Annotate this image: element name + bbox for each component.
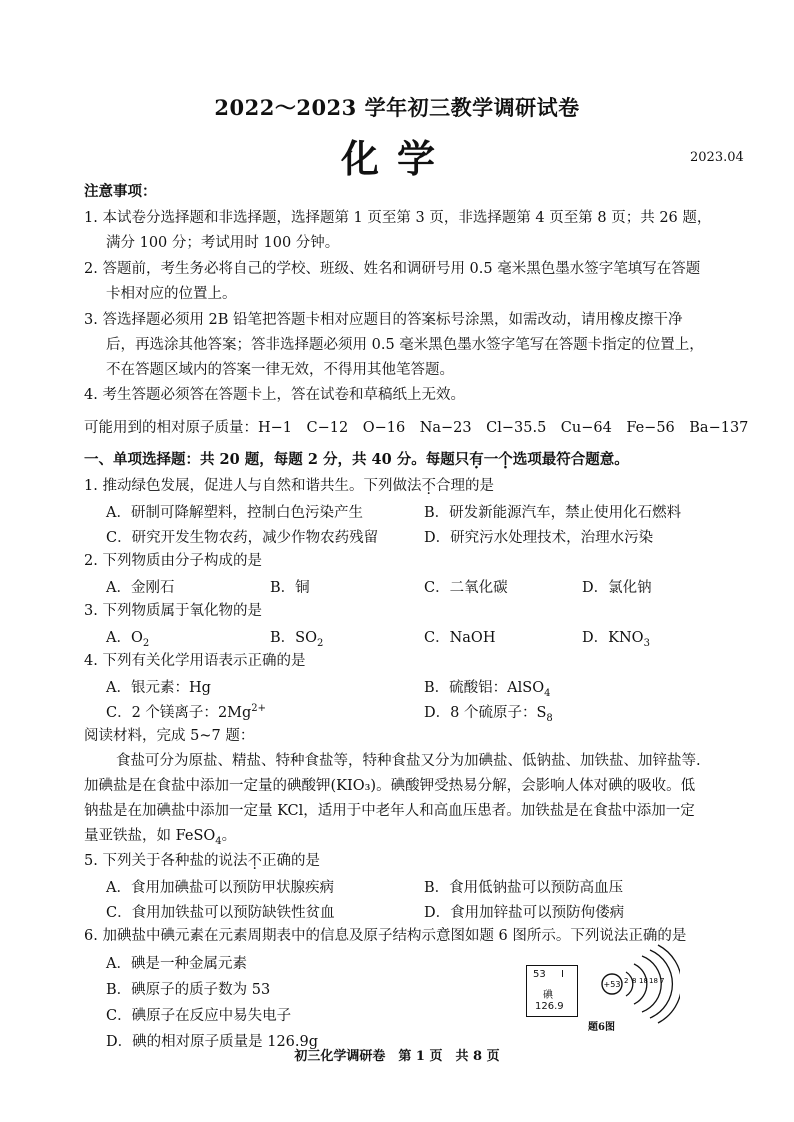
q2-option-a: A．金刚石 <box>106 580 175 596</box>
q1-option-d: D．研究污水处理技术，治理水污染 <box>424 530 654 546</box>
q6-option-b: B．碘原子的质子数为 53 <box>106 982 271 998</box>
q1-option-b: B．研发新能源汽车，禁止使用化石燃料 <box>424 505 682 521</box>
note-3-line-2: 后，再选涂其他答案；答非选择题必须用 0.5 毫米黑色墨水签字笔写在答题卡指定的位置上， <box>106 337 704 353</box>
note-1-line-1: 1. 本试卷分选择题和非选择题，选择题第 1 页至第 3 页，非选择题第 4 页至第 8 页；共 26 题， <box>84 210 712 226</box>
q2-option-c: C．二氧化碳 <box>424 580 508 596</box>
question-1: 1. 推动绿色发展，促进人与自然和谐共生。下列做法不合理的是 <box>84 478 494 494</box>
q2-option-b: B．铜 <box>270 580 310 596</box>
question-4: 4. 下列有关化学用语表示正确的是 <box>84 653 306 669</box>
cell-atomic-number: 53 <box>533 969 546 980</box>
q3-option-a: A．$O_2$ <box>106 630 150 649</box>
note-3-line-1: 3. 答选择题必须用 2B 铅笔把答题卡相对应题目的答案标号涂黑，如需改动，请用橡皮擦干净 <box>84 312 683 328</box>
notes-heading: 注意事项： <box>84 183 157 200</box>
reading-line-3: 钠盐是在加碘盐中添加一定量 KCl，适用于中老年人和高血压患者。加铁盐是在食盐中添加一定 <box>84 803 695 819</box>
q2-option-d: D．氯化钠 <box>582 580 652 596</box>
question-6: 6. 加碘盐中碘元素在元素周期表中的信息及原子结构示意图如题 6 图所示。下列说法正确的是 <box>84 928 687 944</box>
shell-2-electrons: 8 <box>632 977 637 985</box>
q1-option-c: C．研究开发生物农药，减少作物农药残留 <box>106 530 379 546</box>
figure-6-label: 题6图 <box>588 1022 615 1033</box>
cell-symbol: I <box>561 969 564 980</box>
question-5: 5. 下列关于各种盐的说法不正确的是 <box>84 853 320 869</box>
subject-title: 化学 <box>340 136 453 181</box>
q6-option-a: A．碘是一种金属元素 <box>106 956 247 972</box>
note-2-line-2: 卡相对应的位置上。 <box>106 286 237 302</box>
page-footer: 初三化学调研卷 第 1 页 共 8 页 <box>294 1049 500 1064</box>
q3-option-b: B．$SO_2$ <box>270 630 324 649</box>
q1-option-a: A．研制可降解塑料，控制白色污染产生 <box>106 505 363 521</box>
note-3-line-3: 不在答题区域内的答案一律无效，不得用其他笔答题。 <box>106 362 454 378</box>
exam-title: 2022～2023 学年初三教学调研试卷 <box>214 95 580 120</box>
periodic-table-cell <box>526 965 578 1017</box>
atomic-masses: 可能用到的相对原子质量：H−1 C−12 O−16 Na−23 Cl−35.5 Cu−64 Fe−56 Ba−137 <box>84 420 749 436</box>
nucleus-charge: +53 <box>603 980 621 989</box>
reading-heading: 阅读材料，完成 5~7 题： <box>84 728 255 744</box>
question-2: 2. 下列物质由分子构成的是 <box>84 553 262 569</box>
reading-line-4: 量亚铁盐，如 FeSO$_4$。 <box>84 828 237 847</box>
q5-option-b: B．食用低钠盐可以预防高血压 <box>424 880 624 896</box>
note-1-line-2: 满分 100 分；考试用时 100 分钟。 <box>106 235 340 251</box>
question-3: 3. 下列物质属于氧化物的是 <box>84 603 262 619</box>
q5-option-a: A．食用加碘盐可以预防甲状腺疾病 <box>106 880 334 896</box>
cell-name: 碘 <box>543 990 553 1001</box>
exam-date: 2023.04 <box>690 150 744 165</box>
q4-option-c: C．2 个镁离子：$2Mg^{2+}$ <box>106 703 267 721</box>
q6-option-d: D．碘的相对原子质量是 126.9g <box>106 1034 319 1050</box>
q4-option-a: A．银元素：Hg <box>106 680 211 696</box>
q3-option-c: C．NaOH <box>424 630 496 646</box>
section-1-heading: 一、单项选择题：共 20 题，每题 2 分，共 40 分。每题只有一个选项最符合题意。 <box>84 451 629 468</box>
cell-mass: 126.9 <box>535 1001 564 1012</box>
note-2-line-1: 2. 答题前，考生务必将自己的学校、班级、姓名和调研号用 0.5 毫米黑色墨水签字笔填写在答题 <box>84 261 701 277</box>
reading-line-1: 食盐可分为原盐、精盐、特种食盐等，特种食盐又分为加碘盐、低钠盐、加铁盐、加锌盐等. <box>116 753 701 769</box>
shell-5-electrons: 7 <box>660 977 665 985</box>
q6-option-c: C．碘原子在反应中易失电子 <box>106 1008 292 1024</box>
q4-option-d: D．8 个硫原子：$S_8$ <box>424 705 553 724</box>
note-4-line-1: 4. 考生答题必须答在答题卡上，答在试卷和草稿纸上无效。 <box>84 387 465 403</box>
q5-option-d: D．食用加锌盐可以预防佝偻病 <box>424 905 625 921</box>
q4-option-b: B．硫酸铝：AlSO$_4$ <box>424 680 551 699</box>
reading-line-2: 加碘盐是在食盐中添加一定量的碘酸钾(KIO₃)。碘酸钾受热易分解，会影响人体对碘的吸收。低 <box>84 778 696 794</box>
q5-option-c: C．食用加铁盐可以预防缺铁性贫血 <box>106 905 335 921</box>
shell-4-electrons: 18 <box>649 977 658 985</box>
shell-3-electrons: 18 <box>639 977 648 985</box>
q3-option-d: D．$KNO_3$ <box>582 630 650 649</box>
atomic-structure-diagram <box>600 942 680 1026</box>
shell-1-electrons: 2 <box>624 977 629 985</box>
